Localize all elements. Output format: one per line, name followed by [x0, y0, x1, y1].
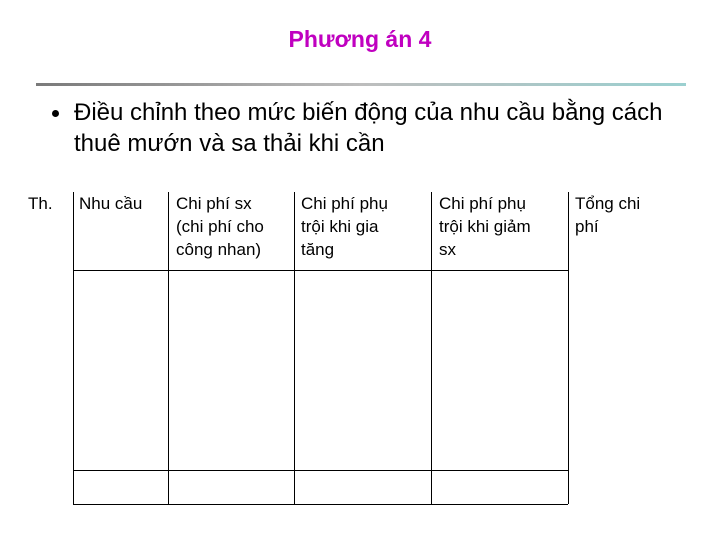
table-vline: [294, 192, 295, 504]
slide-title: Phương án 4: [288, 26, 432, 52]
bullet-text: Điều chỉnh theo mức biến động của nhu cầu bằng cách thuê mướn và sa thải khi cần: [74, 99, 663, 157]
title-divider: [36, 83, 686, 86]
header-increase-cost: Chi phí phụ trội khi gia tăng: [301, 194, 388, 259]
table-hline: [73, 470, 568, 471]
table-vline: [73, 192, 74, 504]
header-total-cost: Tổng chi phí: [575, 194, 641, 236]
table-hline: [73, 270, 568, 271]
header-production-cost: Chi phí sx (chi phí cho công nhan): [176, 194, 264, 259]
table-vline: [568, 192, 569, 504]
table-hline: [73, 504, 568, 505]
table-vline: [431, 192, 432, 504]
header-decrease-cost: Chi phí phụ trội khi giảm sx: [439, 194, 531, 259]
bullet-dot: [52, 110, 59, 117]
header-demand: Nhu cầu: [79, 194, 143, 213]
header-th: Th.: [28, 194, 53, 213]
table-vline: [168, 192, 169, 504]
